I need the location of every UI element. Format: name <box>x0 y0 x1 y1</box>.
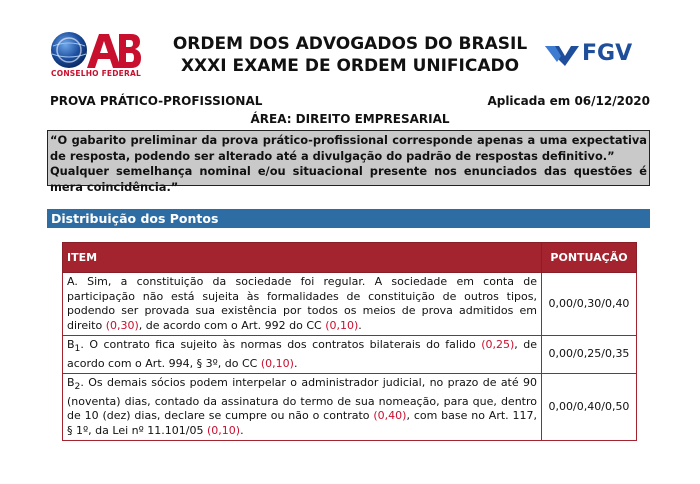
item-text: $B_2$. Os demais sócios podem interpelar o administrador judicial, no prazo de até 90 (noventa) dias, contado da assinatura do termo de sua nomeação, para que, dentro de 10 (dez) dias, declare se cumpre ou não o contrato (0,40), com base no Art. 117, § 1º, da Lei nº 11.101/05 (0,10). <box>63 374 542 441</box>
points-table <box>62 242 637 441</box>
fgv-logo-text: FGV <box>582 41 633 66</box>
column-header-item: ITEM <box>63 243 542 273</box>
section-title: Distribuição dos Pontos <box>47 209 650 228</box>
score-cell: 0,00/0,25/0,35 <box>542 336 637 374</box>
points-value: (0,40) <box>373 409 407 423</box>
exam-area: ÁREA: DIREITO EMPRESARIAL <box>250 112 450 126</box>
points-value: (0,25) <box>481 338 515 351</box>
score-cell: 0,00/0,40/0,50 <box>542 374 637 441</box>
disclaimer-line-2: Qualquer semelhança nominal e/ou situacional presente nos enunciados das questões é mera coincidência.” <box>50 164 647 194</box>
oab-logo-graphic <box>47 30 141 70</box>
item-text: $B_1$. O contrato fica sujeito às normas dos contratos bilaterais do falido (0,25), de acordo com o Art. 994, § 3º, do CC (0,10). <box>63 336 542 374</box>
points-value: (0,30) <box>105 318 139 332</box>
table-row <box>63 374 637 441</box>
table-row <box>63 336 637 374</box>
column-header-score: PONTUAÇÃO <box>542 243 637 273</box>
points-value: (0,10) <box>207 423 241 437</box>
document-header <box>150 33 550 77</box>
exam-type: PROVA PRÁTICO-PROFISSIONAL <box>50 94 263 108</box>
table-header-row <box>63 243 637 273</box>
oab-logo-caption: CONSELHO FEDERAL <box>51 69 141 78</box>
org-title: ORDEM DOS ADVOGADOS DO BRASIL <box>172 34 528 54</box>
fgv-logo <box>545 40 655 70</box>
disclaimer-line-1: “O gabarito preliminar da prova prático-profissional corresponde apenas a uma expectativa de resposta, podendo ser alterado até a divulgação do padrão de respostas definitivo.” <box>50 133 647 163</box>
points-value: (0,10) <box>325 318 359 332</box>
disclaimer-box <box>47 130 650 194</box>
fgv-mark-icon <box>545 42 581 68</box>
item-text: A. Sim, a constituição da sociedade foi regular. A sociedade em conta de participação não está sujeita às formalidades de constituição de outros tipos, podendo ser provada sua existência por todos os meios de prova admitidos em direito (0,30), de acordo com o Art. 992 do CC (0,10). <box>63 273 542 336</box>
applied-date: Aplicada em 06/12/2020 <box>487 94 650 108</box>
table-row <box>63 273 637 336</box>
exam-title: XXXI EXAME DE ORDEM UNIFICADO <box>180 56 520 76</box>
score-cell: 0,00/0,30/0,40 <box>542 273 637 336</box>
points-value: (0,10) <box>260 356 294 370</box>
